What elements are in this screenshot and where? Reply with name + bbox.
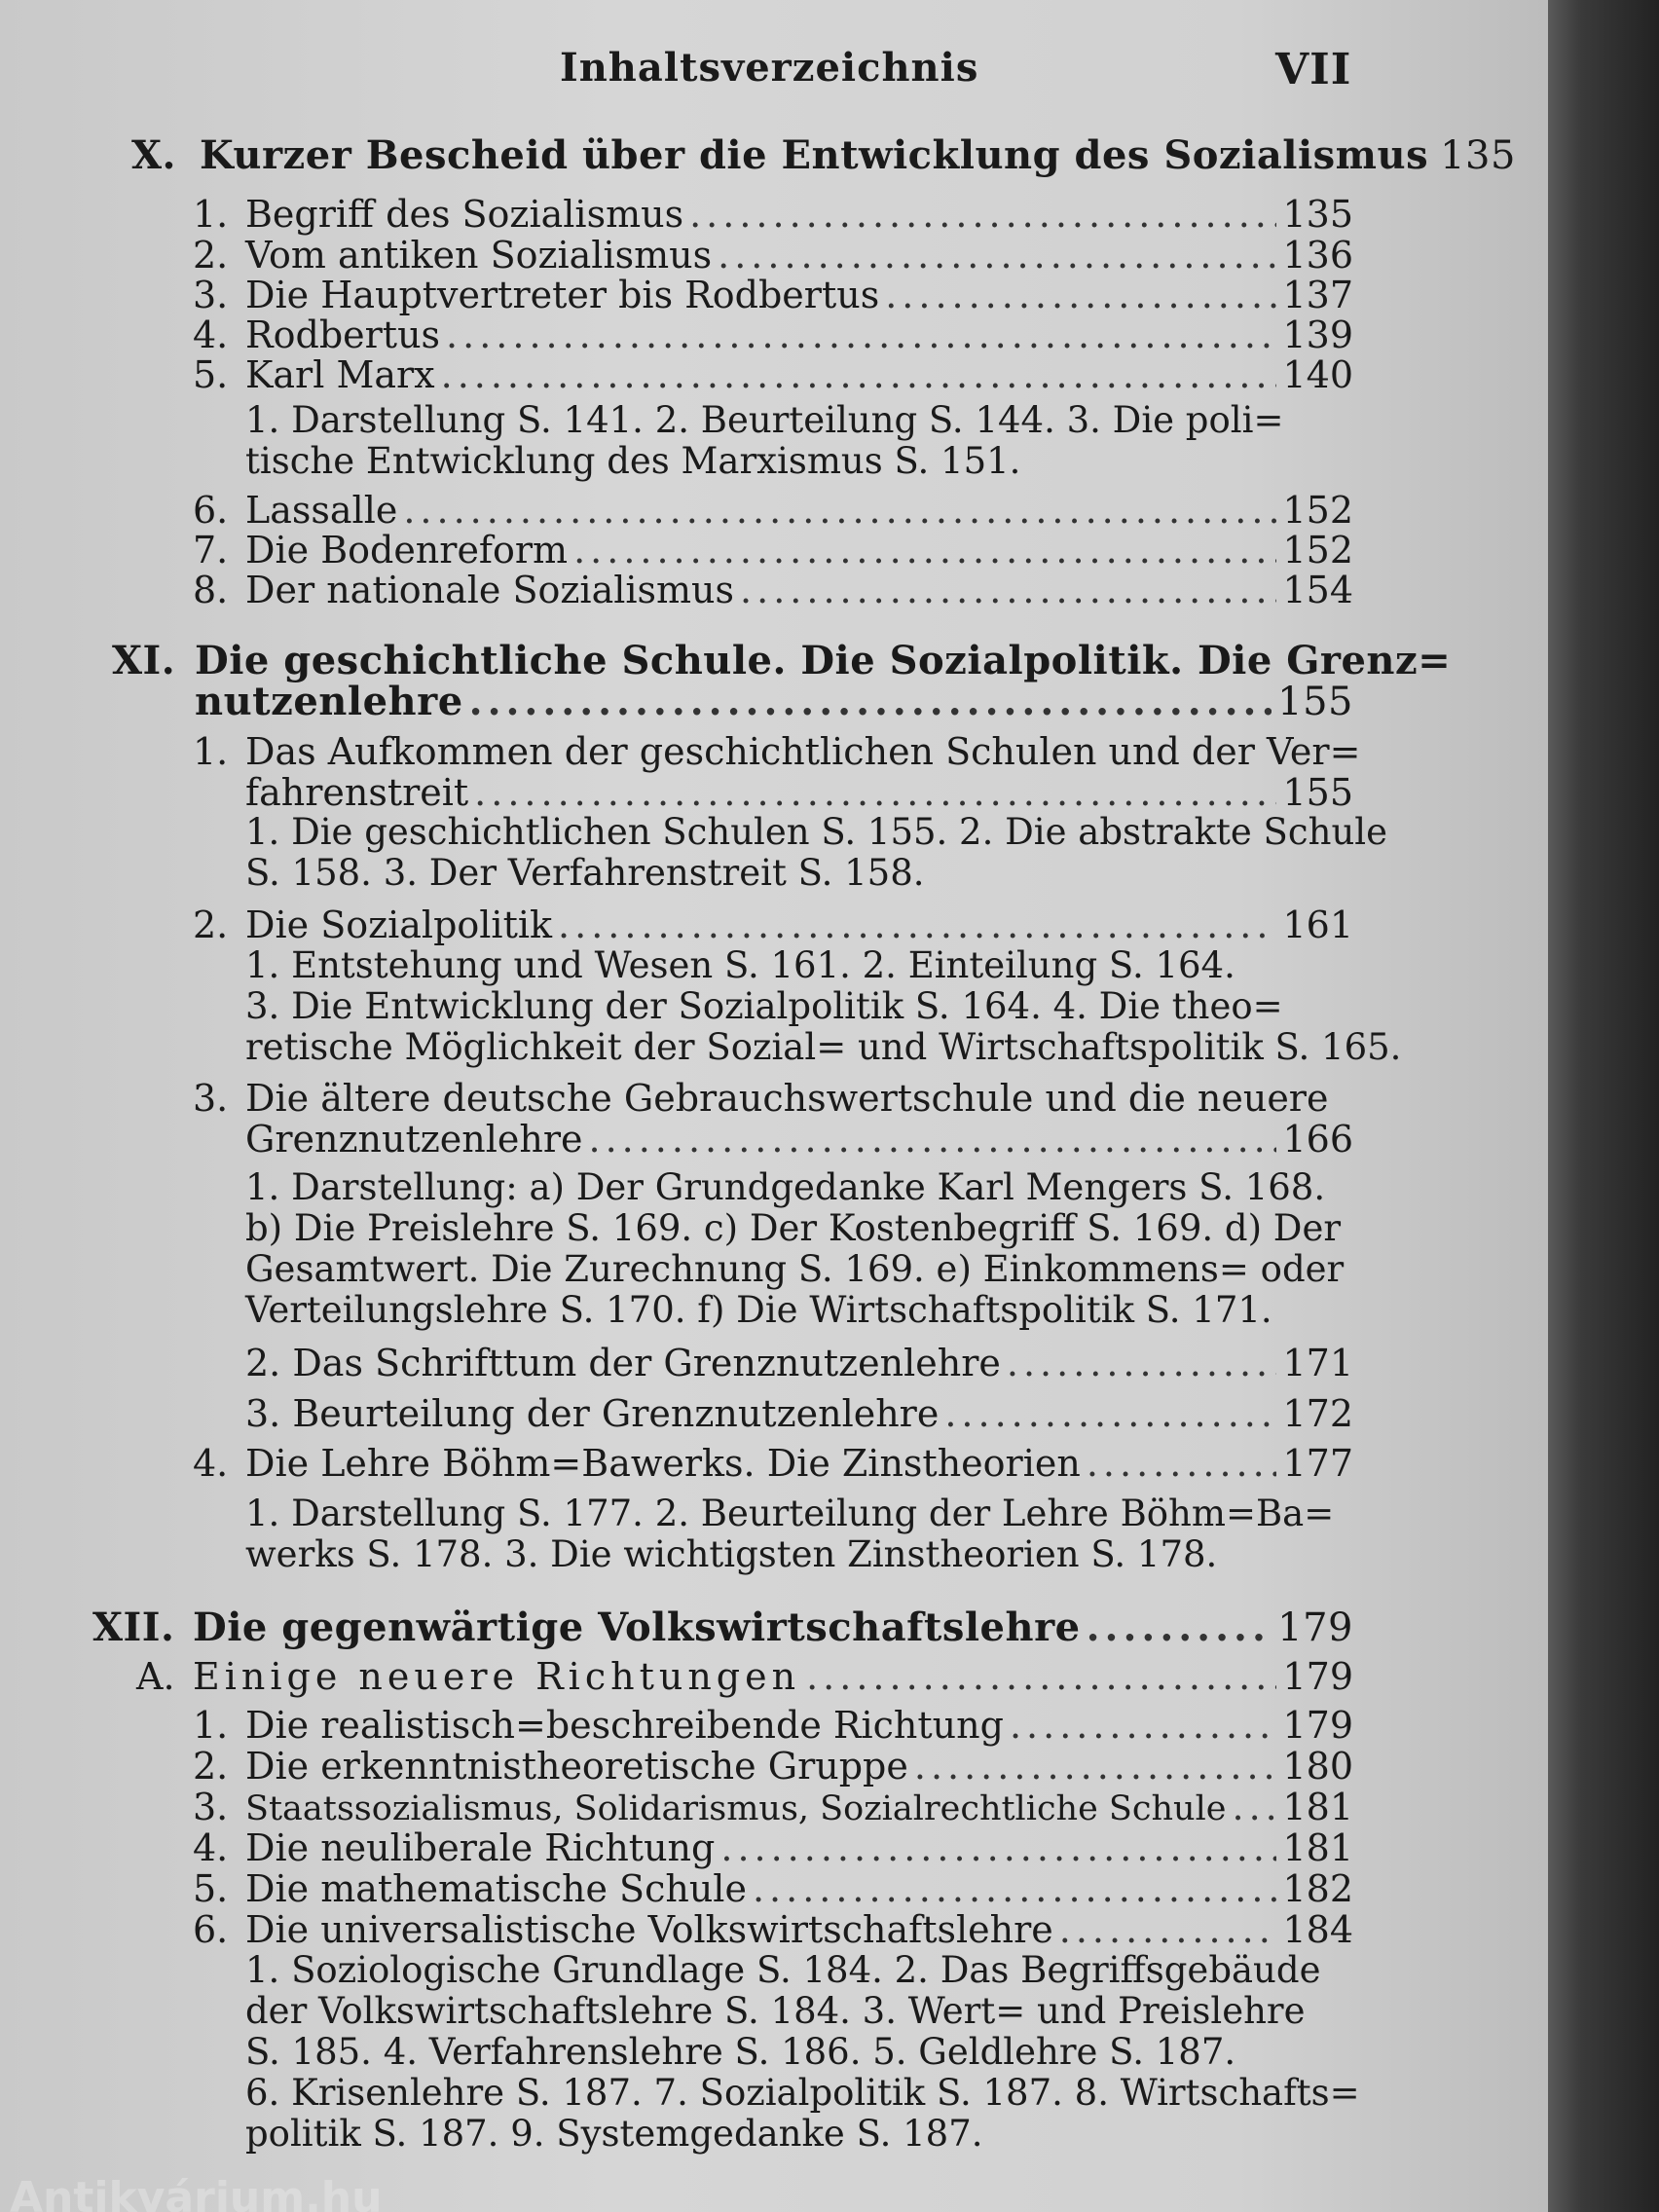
item-page: 161 [1282,903,1353,946]
toc-item [245,274,1353,316]
item-number: 4. [193,313,229,356]
leader-dots [441,353,1277,396]
item-page: 179 [1282,1704,1353,1747]
section-number: XII. [92,1604,175,1650]
item-number: 2. [193,234,229,276]
subitem-title: 3. Beurteilung der Grenznutzenlehre [245,1392,940,1435]
group-letter: A. [136,1655,175,1698]
leader-dots [588,1118,1276,1161]
item-number: 3. [193,1077,229,1120]
item-title: Die ältere deutsche Gebrauchswertschule und die neuere [245,1077,1329,1120]
page-number: VII [1275,45,1352,94]
item-title: Das Aufkommen der geschichtlichen Schulen und der Ver= [245,730,1361,773]
item-number: 7. [193,529,229,571]
item-title: Die neuliberale Richtung [245,1826,716,1869]
item-subtext: 1. Soziologische Grundlage S. 184. 2. Das Begriffsgebäude [245,1949,1321,1991]
item-number: 8. [193,569,229,611]
item-title: fahrenstreit [245,771,469,814]
group-page: 179 [1282,1655,1353,1698]
item-number: 4. [193,1442,229,1485]
toc-item [245,1118,1353,1161]
item-subtext: 1. Die geschichtlichen Schulen S. 155. 2. Die abstrakte Schule [245,811,1388,853]
book-edge-shadow [1548,0,1659,2212]
item-page: 182 [1282,1867,1353,1910]
leader-dots [885,274,1276,316]
item-title: Karl Marx [245,353,435,396]
item-page: 184 [1282,1908,1353,1951]
leader-dots [914,1745,1277,1788]
item-page: 152 [1282,529,1353,571]
section-page: 135 [1440,133,1516,178]
toc-item [245,193,1353,236]
item-subtext: Gesamtwert. Die Zurechnung S. 169. e) Einkommens= oder [245,1248,1345,1290]
leader-dots [469,679,1272,724]
item-page: 177 [1282,1442,1353,1485]
subitem-page: 171 [1282,1342,1353,1384]
toc-item [245,1442,1353,1485]
leader-dots [573,529,1276,571]
item-title: Grenznutzenlehre [245,1118,583,1161]
leader-dots [1233,1786,1277,1828]
section-number: X. [131,132,176,178]
item-title: Vom antiken Sozialismus [245,234,713,276]
leader-dots [720,1826,1276,1869]
item-subtext: 6. Krisenlehre S. 187. 7. Sozialpolitik S. 187. 8. Wirtschafts= [245,2072,1360,2114]
item-page: 180 [1282,1745,1353,1788]
item-title: Die Bodenreform [245,529,569,571]
item-page: 139 [1282,313,1353,356]
item-subtext: 3. Die Entwicklung der Sozialpolitik S. 164. 4. Die theo= [245,985,1283,1027]
item-subtext: S. 158. 3. Der Verfahrenstreit S. 158. [245,852,925,894]
toc-item [245,1704,1353,1747]
item-number: 6. [193,1908,229,1951]
item-number: 2. [193,1745,229,1788]
toc-item [245,1908,1353,1951]
item-number: 3. [193,274,229,316]
leader-dots [1010,1704,1277,1747]
section-title-row [195,679,1353,724]
item-subtext: politik S. 187. 9. Systemgedanke S. 187. [245,2113,983,2155]
leader-dots [474,771,1276,814]
leader-dots [1087,1442,1277,1485]
section-title-row [200,132,1516,178]
toc-item [245,1867,1353,1910]
item-page: 166 [1282,1118,1353,1161]
leader-dots [689,193,1276,236]
leader-dots [753,1867,1277,1910]
item-title: Die Sozialpolitik [245,903,553,946]
item-subtext: Verteilungslehre S. 170. f) Die Wirtschaftspolitik S. 171. [245,1289,1272,1331]
group-title: Einige neuere Richtungen [193,1655,801,1698]
item-number: 5. [193,1867,229,1910]
item-page: 154 [1282,569,1353,611]
toc-item [245,529,1353,571]
item-page: 155 [1282,771,1353,814]
section-number: XI. [112,638,176,683]
item-subtext: 1. Entstehung und Wesen S. 161. 2. Einteilung S. 164. [245,944,1235,986]
item-subtext: der Volkswirtschaftslehre S. 184. 3. Wert= und Preislehre [245,1990,1306,2032]
toc-subitem [245,1392,1353,1435]
section-title: Kurzer Bescheid über die Entwicklung des Sozialismus [200,132,1429,178]
item-title: Der nationale Sozialismus [245,569,735,611]
section-page: 155 [1277,680,1353,724]
toc-item [245,489,1353,532]
item-subtext: S. 185. 4. Verfahrenslehre S. 186. 5. Geldlehre S. 187. [245,2031,1236,2073]
item-subtext: werks S. 178. 3. Die wichtigsten Zinstheorien S. 178. [245,1533,1218,1575]
item-title: Die realistisch=beschreibende Richtung [245,1704,1004,1747]
leader-dots [740,569,1276,611]
leader-dots [403,489,1276,532]
leader-dots [1059,1908,1277,1951]
leader-dots [718,234,1276,276]
item-page: 140 [1282,353,1353,396]
item-number: 1. [193,730,229,773]
item-page: 137 [1282,274,1353,316]
item-subtext: tische Entwicklung des Marxismus S. 151. [245,440,1021,482]
leader-dots [1087,1604,1272,1650]
toc-item [245,234,1353,276]
section-title: Die gegenwärtige Volkswirtschaftslehre [193,1604,1081,1650]
item-page: 181 [1282,1786,1353,1828]
toc-item [245,1786,1353,1828]
leader-dots [1007,1342,1277,1384]
item-number: 1. [193,193,229,236]
section-title: Die geschichtliche Schule. Die Sozialpolitik. Die Grenz= [195,638,1452,683]
item-page: 181 [1282,1826,1353,1869]
leader-dots [446,313,1276,356]
toc-item [245,771,1353,814]
section-title: nutzenlehre [195,679,463,724]
page-header-title: Inhaltsverzeichnis [560,45,979,91]
item-title: Die Hauptvertreter bis Rodbertus [245,274,880,316]
subitem-title: 2. Das Schrifttum der Grenznutzenlehre [245,1342,1001,1384]
leader-dots [558,903,1276,946]
toc-item [245,313,1353,356]
item-page: 136 [1282,234,1353,276]
item-page: 152 [1282,489,1353,532]
item-page: 135 [1282,193,1353,236]
item-title: Rodbertus [245,313,441,356]
item-subtext: b) Die Preislehre S. 169. c) Der Kostenbegriff S. 169. d) Der [245,1207,1342,1249]
item-title: Staatssozialismus, Solidarismus, Sozialrechtliche Schule [245,1789,1227,1828]
item-title: Die erkenntnistheoretische Gruppe [245,1745,908,1788]
toc-item [245,1826,1353,1869]
section-title-row [193,1604,1353,1650]
leader-dots [806,1655,1276,1698]
item-subtext: 1. Darstellung S. 141. 2. Beurteilung S. 144. 3. Die poli= [245,399,1284,441]
watermark-text: Antikvárium.hu [10,2173,383,2212]
item-title: Begriff des Sozialismus [245,193,684,236]
section-page: 179 [1277,1605,1353,1650]
toc-item [245,353,1353,396]
item-number: 6. [193,489,229,532]
item-title: Die universalistische Volkswirtschaftslehre [245,1908,1053,1951]
toc-item [245,903,1353,946]
item-title: Lassalle [245,489,398,532]
item-title: Die mathematische Schule [245,1867,747,1910]
item-title: Die Lehre Böhm=Bawerks. Die Zinstheorien [245,1442,1081,1485]
item-number: 2. [193,903,229,946]
toc-subitem [245,1342,1353,1384]
item-subtext: retische Möglichkeit der Sozial= und Wirtschaftspolitik S. 165. [245,1026,1402,1068]
leader-dots [944,1392,1276,1435]
toc-group [193,1655,1353,1698]
item-subtext: 1. Darstellung: a) Der Grundgedanke Karl Mengers S. 168. [245,1166,1326,1208]
item-number: 5. [193,353,229,396]
item-number: 4. [193,1826,229,1869]
toc-item [245,1745,1353,1788]
item-number: 3. [193,1786,229,1828]
item-subtext: 1. Darstellung S. 177. 2. Beurteilung der Lehre Böhm=Ba= [245,1493,1335,1534]
toc-item [245,569,1353,611]
item-number: 1. [193,1704,229,1747]
subitem-page: 172 [1282,1392,1353,1435]
